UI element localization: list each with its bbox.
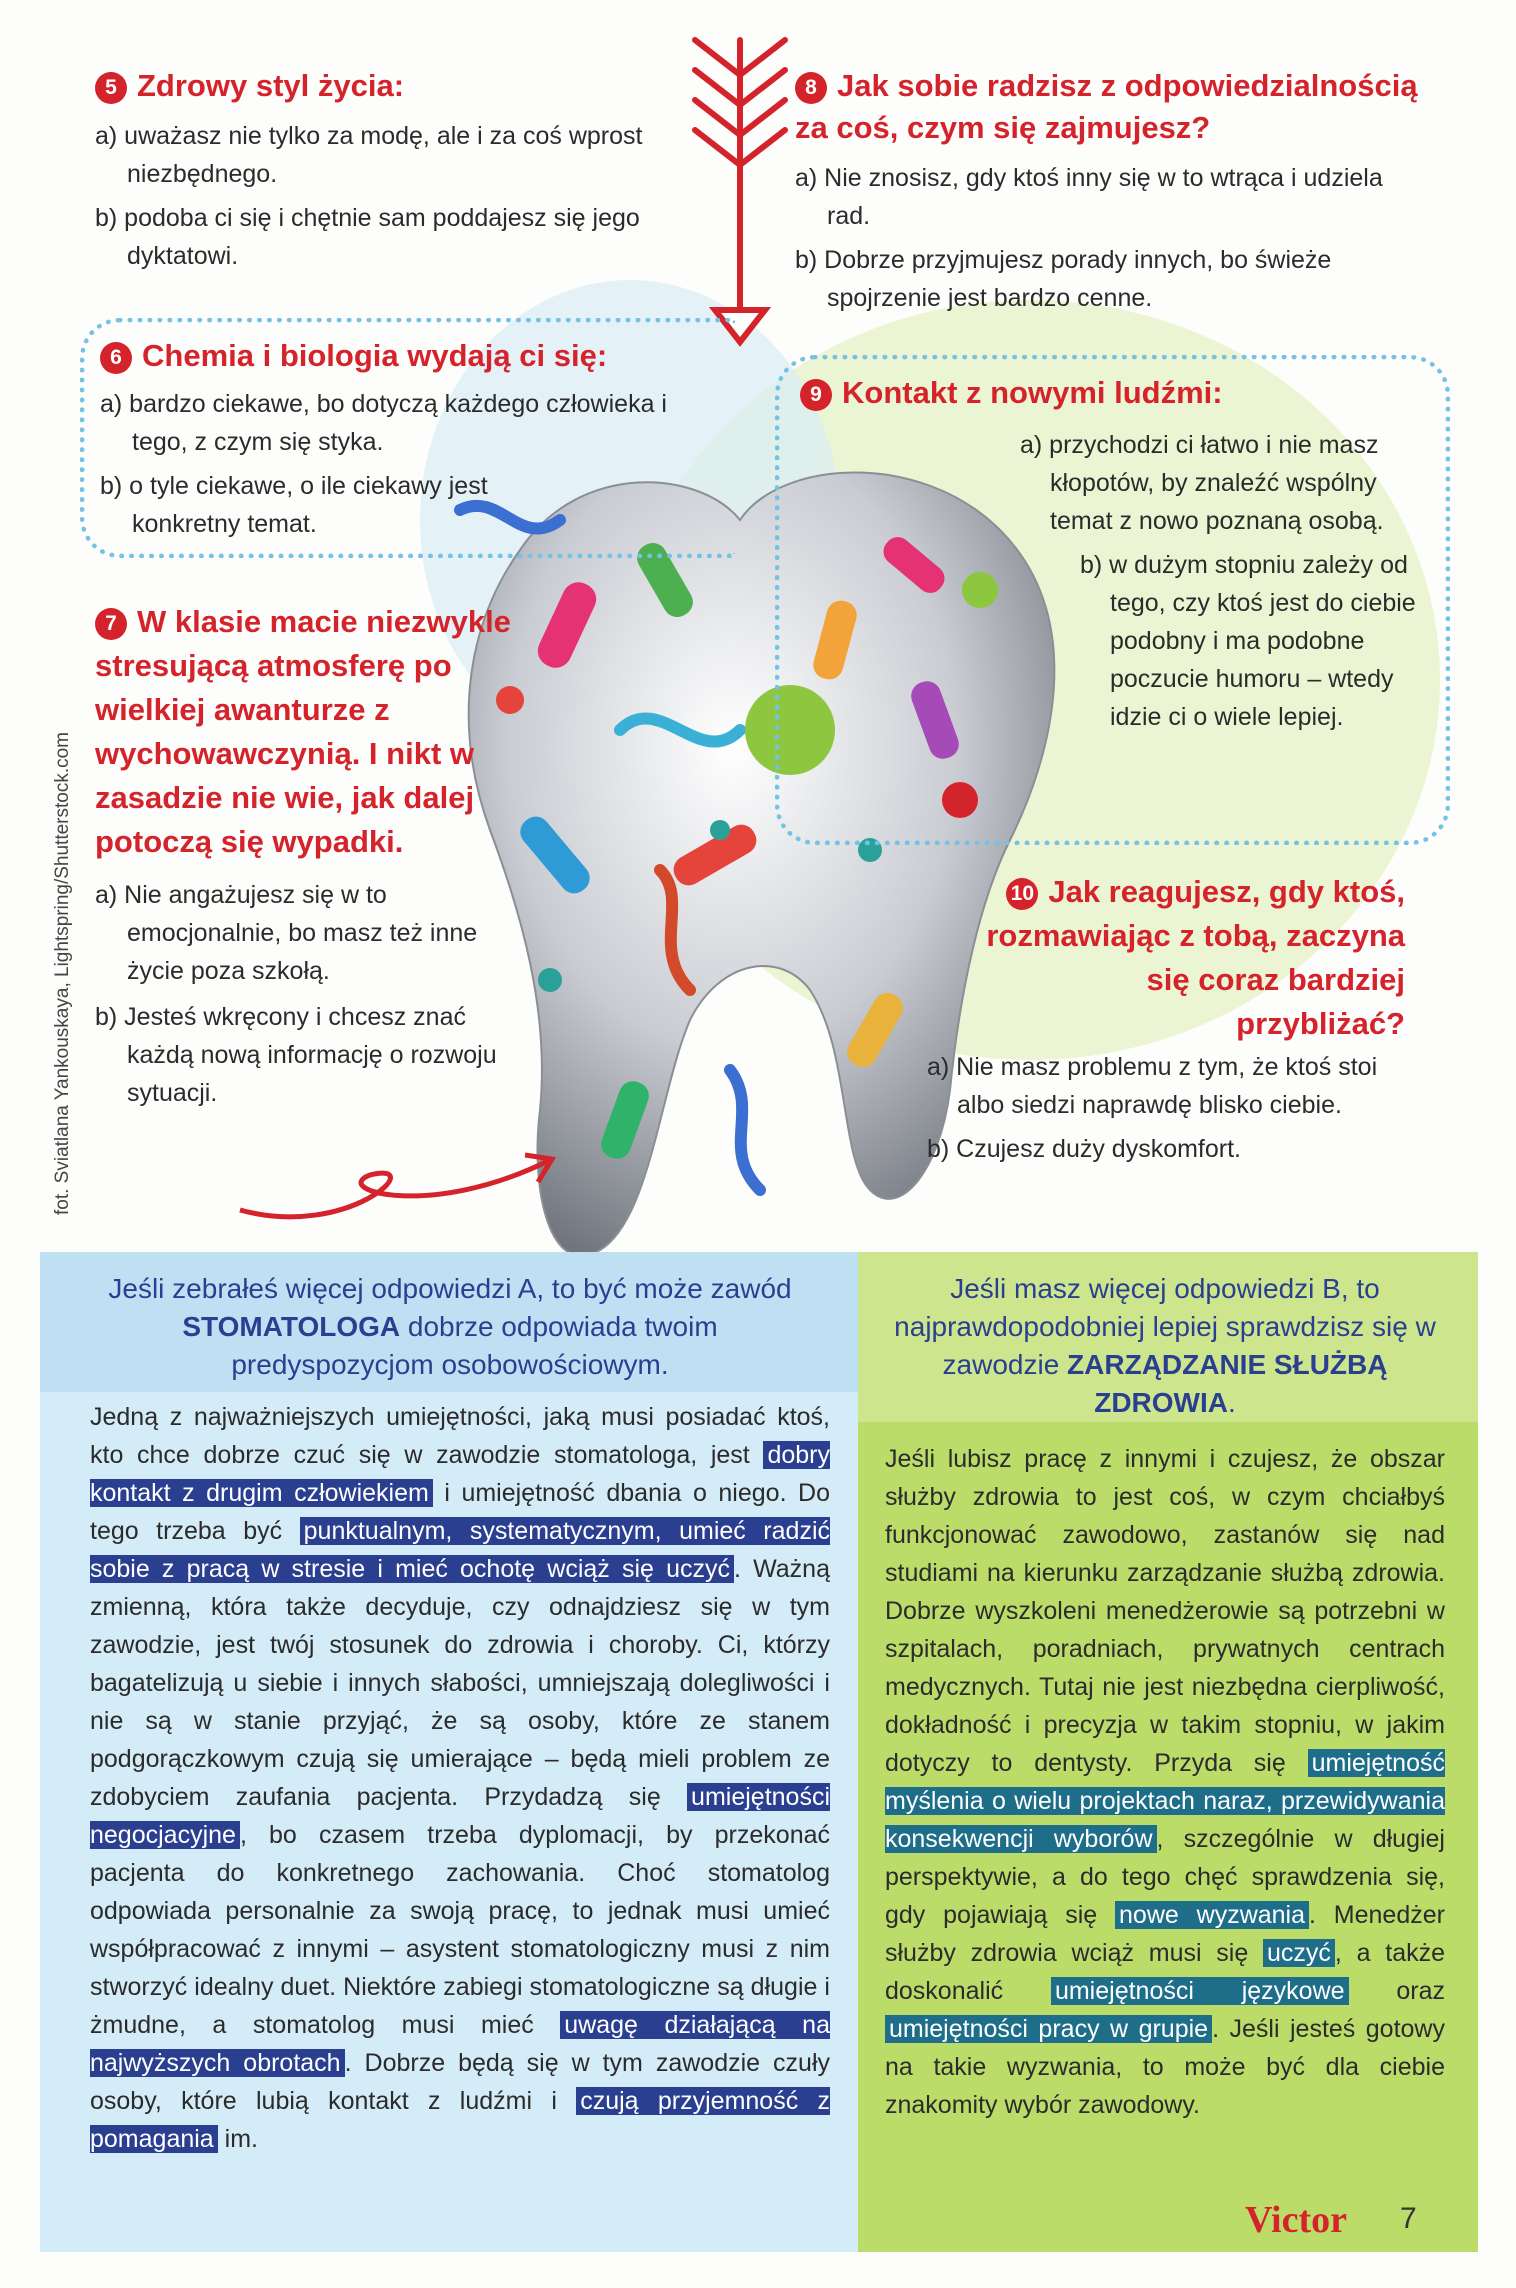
answer-b: b) o tyle ciekawe, o ile ciekawy jest konkretny temat. <box>100 472 488 538</box>
arrow-decoration <box>690 20 790 350</box>
highlight: umiejętności językowe <box>1051 1977 1349 2005</box>
question-7 <box>95 600 515 1112</box>
question-title: Kontakt z nowymi ludźmi: <box>842 375 1223 410</box>
highlight: umiejętności pracy w grupie <box>885 2015 1212 2043</box>
answer-b: b) podoba ci się i chętnie sam poddajesz się jego dyktatowi. <box>95 204 640 270</box>
question-title: Jak sobie radzisz z odpowiedzialnością za coś, czym się zajmujesz? <box>795 68 1418 145</box>
question-number: 6 <box>100 342 132 374</box>
answer-b: b) w dużym stopniu zależy od tego, czy ktoś jest do ciebie podobny i ma podobne poczucie humoru – wtedy idzie ci o wiele lepiej. <box>1080 551 1416 731</box>
question-10-answers <box>915 1048 1415 1168</box>
question-number: 5 <box>95 72 127 104</box>
photo-credit: fot. Sviatlana Yankouskaya, Lightspring/Shutterstock.com <box>52 731 73 1215</box>
highlight: czują przyjemność z pomagania <box>90 2087 831 2153</box>
result-a-heading: Jeśli zebrałeś więcej odpowiedzi A, to być może zawód STOMATOLOGA dobrze odpowiada twoim predyspozycjom osobowościowym. <box>108 1273 792 1380</box>
question-10 <box>975 870 1405 1046</box>
highlight: punktualnym, systematycznym, umieć radzić sobie z pracą w stresie i mieć ochotę wciąż się uczyć <box>90 1517 830 1583</box>
question-number: 7 <box>95 608 127 640</box>
answer-a: a) Nie masz problemu z tym, że ktoś stoi albo siedzi naprawdę blisko ciebie. <box>927 1053 1378 1119</box>
page-number: 7 <box>1400 2202 1417 2235</box>
highlight: dobry kontakt z drugim człowiekiem <box>90 1441 830 1507</box>
question-8 <box>795 65 1455 317</box>
answer-a: a) uważasz nie tylko za modę, ale i za coś wprost niezbędnego. <box>95 122 643 188</box>
answer-a: a) Nie znosisz, gdy ktoś inny się w to wtrąca i udziela rad. <box>795 164 1383 230</box>
answer-a: a) przychodzi ci łatwo i nie masz kłopotów, by znaleźć wspólny temat z nowo poznaną osobą. <box>1020 431 1384 535</box>
question-9 <box>800 372 1420 736</box>
answer-a: a) Nie angażujesz się w to emocjonalnie, bo masz też inne życie poza szkołą. <box>95 881 478 985</box>
highlight: uczyć <box>1263 1939 1335 1967</box>
answer-b: b) Jesteś wkręcony i chcesz znać każdą nową informację o rozwoju sytuacji. <box>95 1003 497 1107</box>
result-a-text: Jedną z najważniejszych umiejętności, jaką musi posiadać ktoś, kto chce dobrze czuć się w zawodzie stomatologa, jest dobry kontakt z drugim człowiekiem i umiejętność dbania o niego. Do tego trzeba być punktualnym, systematycznym, umieć radzić sobie z pracą w stresie i mieć ochotę wciąż się uczyć . Ważną zmienną, która także decyduje, czy odnajdziesz się w tym zawodzie, jest twój stosunek do zdrowia i choroby. Ci, którzy bagatelizują u siebie i innych słabości, umniejszają dolegliwości i nie są w stanie przyjąć, że są osoby, które ze stanem podgorączkowym czują się umierające – będą mieli problem ze zdobyciem zaufania pacjenta. Przydadzą się umiejętności negocjacyjne , bo czasem trzeba dyplomacji, by przekonać pacjenta do konkretnego zachowania. Choć stomatolog odpowiada personalnie za swoją pracę, to jednak musi umieć współpracować z innymi – asystent stomatologiczny musi z nim stworzyć idealny duet. Niektóre zabiegi stomatologiczne są długie i żmudne, a stomatolog musi mieć uwagę działającą na najwyższych obrotach . Dobrze będą się w tym zawodzie czuły osoby, które lubią kontakt z ludźmi i czują przyjemność z pomagania im. <box>90 1403 831 2153</box>
answer-b: b) Dobrze przyjmujesz porady innych, bo świeże spojrzenie jest bardzo cenne. <box>795 246 1332 312</box>
question-number: 10 <box>1006 878 1038 910</box>
result-b-heading: Jeśli masz więcej odpowiedzi B, to najprawdopodobniej lepiej sprawdzisz się w zawodzie ZARZĄDZANIE SŁUŻBĄ ZDROWIA. <box>894 1273 1436 1418</box>
answer-a: a) bardzo ciekawe, bo dotyczą każdego człowieka i tego, z czym się styka. <box>100 390 667 456</box>
brand-logo: Victor <box>1245 2199 1347 2241</box>
highlight: nowe wyzwania <box>1115 1901 1309 1929</box>
question-title: W klasie macie niezwykle stresującą atmosferę po wielkiej awanturze z wychowawczynią. I nikt w zasadzie nie wie, jak dalej potoczą się wypadki. <box>95 604 511 859</box>
question-6 <box>100 335 710 543</box>
squiggle-arrow <box>230 1130 570 1240</box>
question-5 <box>95 65 695 275</box>
answer-b: b) Czujesz duży dyskomfort. <box>927 1135 1241 1163</box>
highlight: umiejętności negocjacyjne <box>90 1783 830 1849</box>
question-title: Zdrowy styl życia: <box>137 68 405 103</box>
highlight: uwagę działającą na najwyższych obrotach <box>90 2011 830 2077</box>
question-number: 8 <box>795 72 827 104</box>
question-title: Chemia i biologia wydają ci się: <box>142 338 608 373</box>
question-number: 9 <box>800 379 832 411</box>
profession-name: ZARZĄDZANIE SŁUŻBĄ ZDROWIA <box>1067 1349 1388 1418</box>
highlight: umiejętność myślenia o wielu projektach naraz, przewidywania konsekwencji wyborów <box>885 1749 1445 1853</box>
question-title: Jak reagujesz, gdy ktoś, rozmawiając z tobą, zaczyna się coraz bardziej przybliżać? <box>986 874 1405 1041</box>
result-b-text: Jeśli lubisz pracę z innymi i czujesz, że obszar służby zdrowia to jest coś, w czym chciałbyś funkcjonować zawodowo, zastanów się nad studiami na kierunku zarządzanie służbą zdrowia. Dobrze wyszkoleni menedżerowie są potrzebni w szpitalach, poradniach, prywatnych centrach medycznych. Tutaj nie jest niezbędna cierpliwość, dokładność i precyzja w takim stopniu, w jakim dotyczy to dentysty. Przyda się umiejętność myślenia o wielu projektach naraz, przewidywania konsekwencji wyborów , szczególnie w długiej perspektywie, a do tego chęć sprawdzenia się, gdy pojawiają się nowe wyzwania . Menedżer służby zdrowia wciąż musi się uczyć , a także doskonalić umiejętności językowe oraz umiejętności pracy w grupie . Jeśli jesteś gotowy na takie wyzwania, to może być dla ciebie znakomity wybór zawodowy. <box>885 1445 1445 2119</box>
profession-name: STOMATOLOGA <box>182 1311 401 1342</box>
